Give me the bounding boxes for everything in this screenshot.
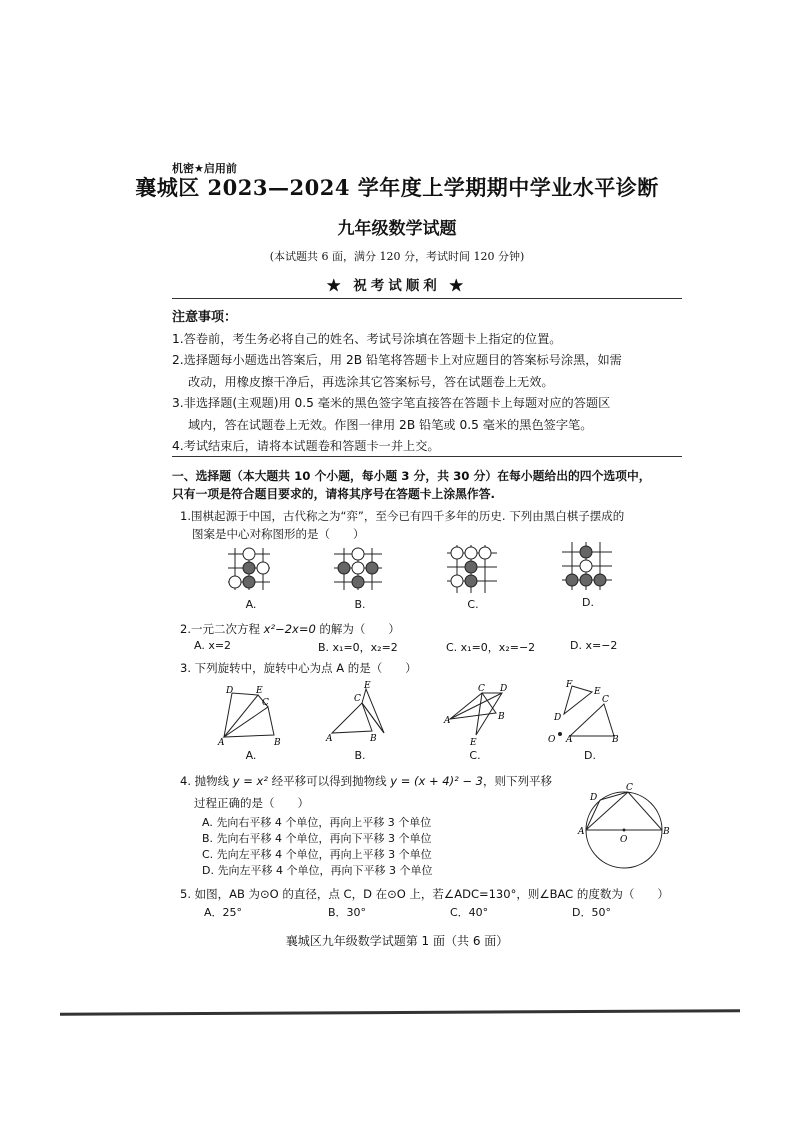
q2-stem-pre: 2.一元二次方程: [180, 622, 264, 636]
q3a-label-a: A: [218, 738, 225, 748]
q1-caption-b: B.: [354, 598, 366, 611]
section-1-line-1: 一、选择题（本大题共 10 个小题，每小题 3 分，共 30 分）在每小题给出的四个选项中，: [172, 469, 651, 483]
q5-option-d: D．50°: [572, 906, 611, 919]
q1-stem-line-2: 图案是中心对称图形的是（ ）: [192, 527, 365, 541]
exam-title: 襄城区 2023—2024 学年度上学期期中学业水平诊断: [135, 175, 659, 200]
q2-equation: x²−2x=0: [263, 622, 316, 636]
q3b-label-e: E: [364, 681, 371, 691]
q3c-label-e: E: [470, 738, 477, 748]
q5-label-o: O: [620, 835, 628, 845]
q5-option-a: A．25°: [204, 906, 243, 919]
q3a-label-c: C: [262, 698, 269, 708]
q3d-label-f: F: [566, 680, 573, 690]
q4-stem-post: ，则下列平移: [482, 774, 552, 788]
note-2-cont: 改动，用橡皮擦干净后，再选涂其它答案标号，答在试题卷上无效。: [188, 374, 554, 389]
q3c-label-c: C: [478, 684, 485, 694]
q3d-label-e: E: [594, 687, 601, 697]
q1-caption-a: A.: [245, 598, 257, 611]
q4-stem-mid: 经平移可以得到抛物线: [267, 774, 391, 788]
q3b-label-a: A: [326, 734, 333, 744]
note-2: 2.选择题每小题选出答案后，用 2B 铅笔将答题卡上对应题目的答案标号涂黑，如需: [172, 353, 622, 367]
q3-figure-c: [444, 683, 514, 748]
exam-subtitle: 九年级数学试题: [337, 219, 457, 239]
q3-figure-d: [548, 680, 622, 745]
q3-figure-a: [218, 683, 288, 748]
section-1-heading: [172, 467, 692, 503]
notes-heading: 注意事项：: [172, 310, 238, 325]
q3d-label-o: O: [548, 735, 556, 745]
q4-equation-2: y = (x + 4)² − 3: [390, 774, 483, 788]
q5-label-c: C: [626, 783, 633, 793]
q3-caption-a: A.: [245, 749, 257, 762]
confidential-mark: 机密★启用前: [172, 162, 237, 175]
q4-option-b: B. 先向右平移 4 个单位，再向下平移 3 个单位: [202, 832, 432, 845]
note-3-cont: 域内，答在试题卷上无效。作图一律用 2B 铅笔或 0.5 毫米的黑色签字笔。: [188, 417, 593, 432]
q4-stem-pre: 4. 抛物线: [180, 774, 233, 788]
q3b-label-b: B: [370, 734, 377, 744]
q5-label-d: D: [590, 793, 598, 803]
divider-top: [172, 298, 682, 299]
q1-figure-c: [443, 543, 503, 599]
notes-block: [172, 307, 692, 458]
exam-info: (本试题共 6 面，满分 120 分，考试时间 120 分钟): [269, 250, 525, 263]
q3d-label-a: A: [566, 735, 573, 745]
q1-caption-c: C.: [467, 598, 479, 611]
q5-label-b: B: [663, 827, 670, 837]
q2-stem: [180, 620, 400, 638]
q5-label-a: A: [578, 827, 585, 837]
q1-caption-d: D.: [582, 596, 594, 609]
q1-figure-a: [220, 546, 280, 596]
q3d-label-b: B: [612, 735, 619, 745]
q2-stem-post: 的解为（ ）: [315, 622, 400, 636]
q3-caption-c: C.: [469, 749, 481, 762]
q1-figure-d: [558, 540, 618, 596]
q5-circle-figure: [576, 778, 676, 878]
q3-stem: 3. 下列旋转中，旋转中心为点 A 的是（ ）: [180, 661, 417, 675]
page-footer: 襄城区九年级数学试题第 1 面（共 6 面）: [285, 934, 509, 948]
q3-caption-d: D.: [584, 749, 596, 762]
q3c-label-d: D: [500, 684, 508, 694]
q3c-label-a: A: [444, 716, 451, 726]
q2-option-a: A. x=2: [194, 639, 232, 652]
good-luck-banner: ★ 祝考试顺利 ★: [327, 278, 467, 294]
q3a-label-b: B: [274, 738, 281, 748]
q3-caption-b: B.: [354, 749, 366, 762]
q1-stem-line-1: 1.围棋起源于中国，古代称之为“弈”，至今已有四千多年的历史. 下列由黑白棋子摆成的: [180, 509, 625, 523]
q5-stem: 5. 如图，AB 为⊙O 的直径，点 C，D 在⊙O 上，若∠ADC=130°，则∠BAC 的度数为（ ）: [180, 887, 669, 901]
q3c-label-b: B: [498, 712, 505, 722]
q4-equation-1: y = x²: [232, 774, 268, 788]
q4-option-d: D. 先向左平移 4 个单位，再向下平移 3 个单位: [202, 864, 433, 877]
section-1-line-2: 只有一项是符合题目要求的，请将其序号在答题卡上涂黑作答.: [172, 487, 495, 501]
q5-option-b: B．30°: [328, 906, 367, 919]
q3-figure-b: [326, 683, 396, 743]
q3b-label-c: C: [354, 694, 361, 704]
q2-option-d: D. x=−2: [570, 639, 618, 652]
q4-stem: [180, 772, 552, 790]
note-3: 3.非选择题(主观题)用 0.5 毫米的黑色签字笔直接答在答题卡上每题对应的答题区: [172, 396, 611, 410]
q3a-label-d: D: [226, 686, 234, 696]
note-4: 4.考试结束后，请将本试题卷和答题卡一并上交。: [172, 439, 440, 453]
q4-option-c: C. 先向左平移 4 个单位，再向上平移 3 个单位: [202, 848, 432, 861]
q2-option-b: B. x₁=0，x₂=2: [318, 641, 398, 654]
q4-stem-line-2: 过程正确的是（ ）: [194, 796, 309, 810]
q2-option-c: C. x₁=0，x₂=−2: [446, 641, 536, 654]
q4-option-a: A. 先向右平移 4 个单位，再向上平移 3 个单位: [202, 816, 432, 829]
divider-bottom: [172, 456, 682, 457]
note-1: 1.答卷前，考生务必将自己的姓名、考试号涂填在答题卡上指定的位置。: [172, 331, 562, 346]
scan-edge-line: [60, 1009, 740, 1016]
q1-figure-b: [330, 546, 390, 596]
q3d-label-c: C: [602, 695, 609, 705]
q5-option-c: C．40°: [450, 906, 489, 919]
q3a-label-e: E: [256, 686, 263, 696]
q3d-label-d: D: [554, 713, 562, 723]
